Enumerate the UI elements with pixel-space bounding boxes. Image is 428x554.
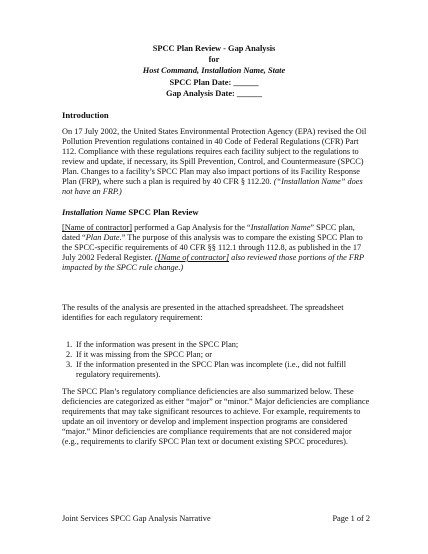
list-item xyxy=(62,360,370,380)
review-italic-close: also reviewed those portions of the FRP impacted by the SPCC rule change.) xyxy=(62,253,364,273)
list-number: 1. xyxy=(66,340,73,349)
page-number: Page 1 of 2 xyxy=(332,514,370,523)
plan-date-line: SPCC Plan Date: ______ xyxy=(169,77,259,87)
plan-review-paragraph xyxy=(62,223,370,273)
list-number: 3. xyxy=(66,360,73,370)
list-item xyxy=(62,350,370,360)
results-paragraph: The results of the analysis are presented in the attached spreadsheet. The spreadsheet identifies for each regulatory requirement: xyxy=(62,303,344,323)
plan-review-heading xyxy=(62,207,199,217)
intro-frp-note: (“Installation Name” does not have an FRP.) xyxy=(62,177,363,197)
plan-date-placeholder: Plan Date. xyxy=(85,233,122,243)
document-title-block xyxy=(0,43,428,99)
list-text: If the information was present in the SPCC Plan; xyxy=(76,340,239,349)
list-text: If it was missing from the SPCC Plan; or xyxy=(76,350,212,360)
list-item xyxy=(62,340,370,350)
list-text: If the information presented in the SPCC Plan was incomplete (i.e., did not fulfill regulatory requirements). xyxy=(76,360,347,380)
review-italic-open: ( xyxy=(154,253,158,263)
heading-installation-name: Installation Name xyxy=(62,207,127,217)
list-number: 2. xyxy=(66,350,73,360)
footer-title: Joint Services SPCC Gap Analysis Narrative xyxy=(62,514,211,523)
title-line: Host Command, Installation Name, State xyxy=(142,66,286,76)
review-text: performed a Gap Analysis for the “ xyxy=(132,223,251,232)
introduction-heading: Introduction xyxy=(62,110,109,120)
contractor-placeholder: [Name of contractor] xyxy=(157,253,230,263)
gap-analysis-date-line: Gap Analysis Date: ______ xyxy=(165,88,263,98)
intro-text: On 17 July 2002, the United States Environmental Protection Agency (EPA) revised the Oil Pollution Prevention regulations contained in 40 Code of Federal Regulations (CFR) Part 112. Compliance with these regulations requires each facility subject to the regulations to review and update, if necessary, its Spill Prevention, Control, and Countermeasure (SPCC) Plan. Changes to a facility’s SPCC Plan may also impact portions of its Facility Response Plan (FRP), where such a plan is required by 40 CFR § 112.20. xyxy=(62,127,367,187)
introduction-paragraph xyxy=(62,127,370,197)
title-line: for xyxy=(208,55,220,65)
heading-rest: SPCC Plan Review xyxy=(126,207,199,217)
requirement-list xyxy=(62,340,370,380)
review-text: ” SPCC plan, dated “ xyxy=(62,223,355,243)
contractor-placeholder: [Name of contractor] xyxy=(62,223,133,232)
title-line: SPCC Plan Review - Gap Analysis xyxy=(152,44,276,53)
deficiencies-paragraph: The SPCC Plan’s regulatory compliance deficiencies are also summarized below. These deficiencies are categorized as either “major” or “minor.” Major deficiencies are compliance requirements that may take significant resources to achieve. For example, requirements to update an oil inventory or develop and implement inspection programs are considered “major.” Minor deficiencies are compliance requirements that are not considered major (e.g., requirements to clarify SPCC Plan text or document existing SPCC procedures). xyxy=(62,387,370,447)
review-text: ” The purpose of this analysis was to compare the existing SPCC Plan to the SPCC-specific requirements of 40 CFR §§ 112.1 through 112.8, as published in the 17 July 2002 Federal Register. xyxy=(62,233,363,263)
installation-name-placeholder: Installation Name xyxy=(250,223,311,232)
